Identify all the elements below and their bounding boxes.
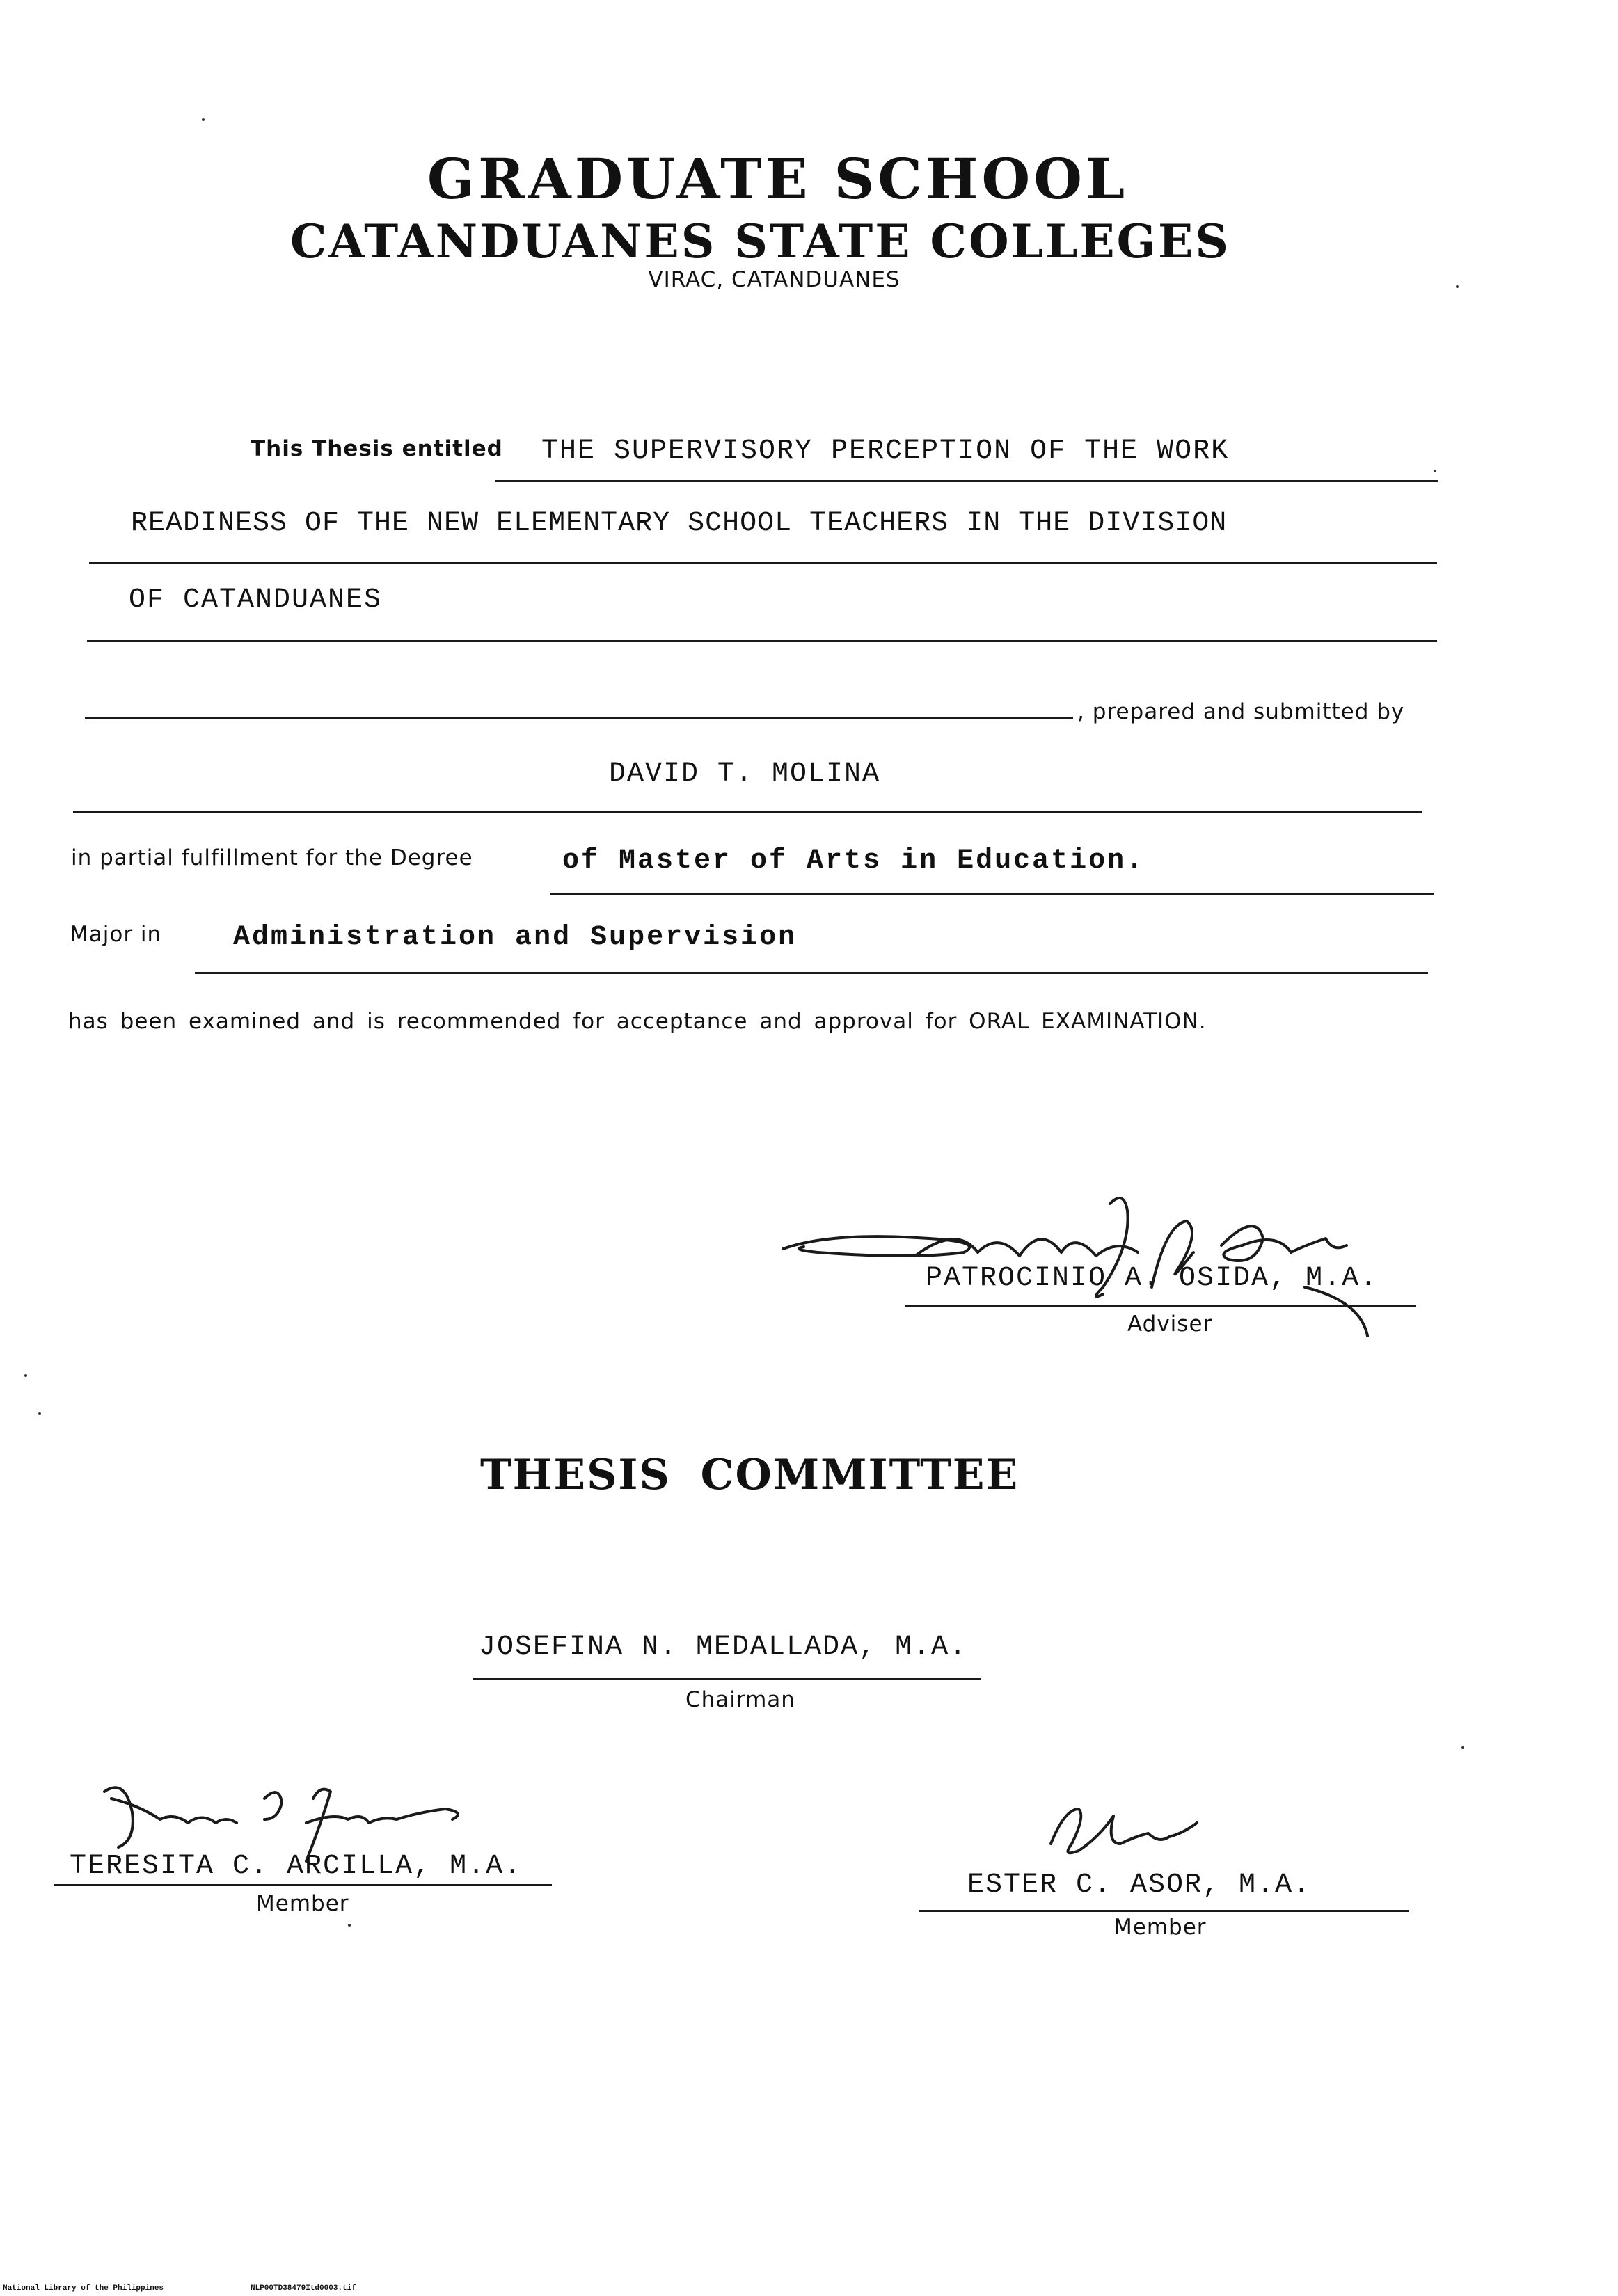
author-rule <box>73 811 1422 813</box>
degree-value: of Master of Arts in Education. <box>562 845 1145 877</box>
entitled-label: This Thesis entitled <box>251 436 503 461</box>
title-line2-rule <box>89 562 1437 564</box>
adviser-name: PATROCINIO A. OSIDA, M.A. <box>926 1263 1379 1294</box>
footer-file-id: NLP00TD38479Itd0003.tif <box>251 2284 356 2293</box>
member2-role: Member <box>1113 1915 1207 1940</box>
chairman-role: Chairman <box>685 1687 795 1712</box>
member2-rule <box>919 1910 1409 1912</box>
adviser-rule <box>905 1305 1416 1307</box>
scan-speck <box>202 118 205 121</box>
title-line4-rule <box>85 717 1073 719</box>
member2-signature <box>1037 1795 1218 1872</box>
author-name: DAVID T. MOLINA <box>609 758 881 790</box>
scan-speck <box>1461 1746 1464 1749</box>
title-line3-rule <box>87 640 1437 642</box>
college-location: VIRAC, CATANDUANES <box>648 267 901 292</box>
major-value: Administration and Supervision <box>233 922 798 953</box>
member1-name: TERESITA C. ARCILLA, M.A. <box>70 1851 523 1882</box>
scan-speck <box>24 1374 27 1377</box>
scan-speck <box>1434 470 1436 472</box>
chairman-name: JOSEFINA N. MEDALLADA, M.A. <box>479 1632 968 1663</box>
scan-speck <box>38 1412 41 1415</box>
school-heading: GRADUATE SCHOOL <box>427 146 1129 212</box>
scan-speck <box>1456 285 1459 288</box>
scan-speck <box>348 1924 351 1927</box>
prepared-label: , prepared and submitted by <box>1077 699 1405 724</box>
college-name: CATANDUANES STATE COLLEGES <box>290 214 1231 269</box>
adviser-role: Adviser <box>1127 1312 1213 1337</box>
thesis-title-line3: OF CATANDUANES <box>129 584 383 616</box>
footer-library: National Library of the Philippines <box>3 2284 164 2293</box>
title-line1-rule <box>495 480 1438 482</box>
recommendation-text: has been examined and is recommended for acceptance and approval for ORAL EXAMINATION. <box>68 1009 1207 1034</box>
thesis-title-line2: READINESS OF THE NEW ELEMENTARY SCHOOL TEACHERS IN THE DIVISION <box>131 508 1228 539</box>
member1-role: Member <box>256 1891 349 1916</box>
major-label: Major in <box>70 922 162 947</box>
member1-rule <box>54 1884 552 1886</box>
chairman-rule <box>473 1678 981 1680</box>
degree-label: in partial fulfillment for the Degree <box>71 845 473 870</box>
major-rule <box>195 972 1428 974</box>
degree-rule <box>550 893 1434 895</box>
thesis-title-line1: THE SUPERVISORY PERCEPTION OF THE WORK <box>541 436 1230 467</box>
member2-name: ESTER C. ASOR, M.A. <box>967 1870 1312 1901</box>
committee-heading: THESIS COMMITTEE <box>480 1451 1020 1499</box>
